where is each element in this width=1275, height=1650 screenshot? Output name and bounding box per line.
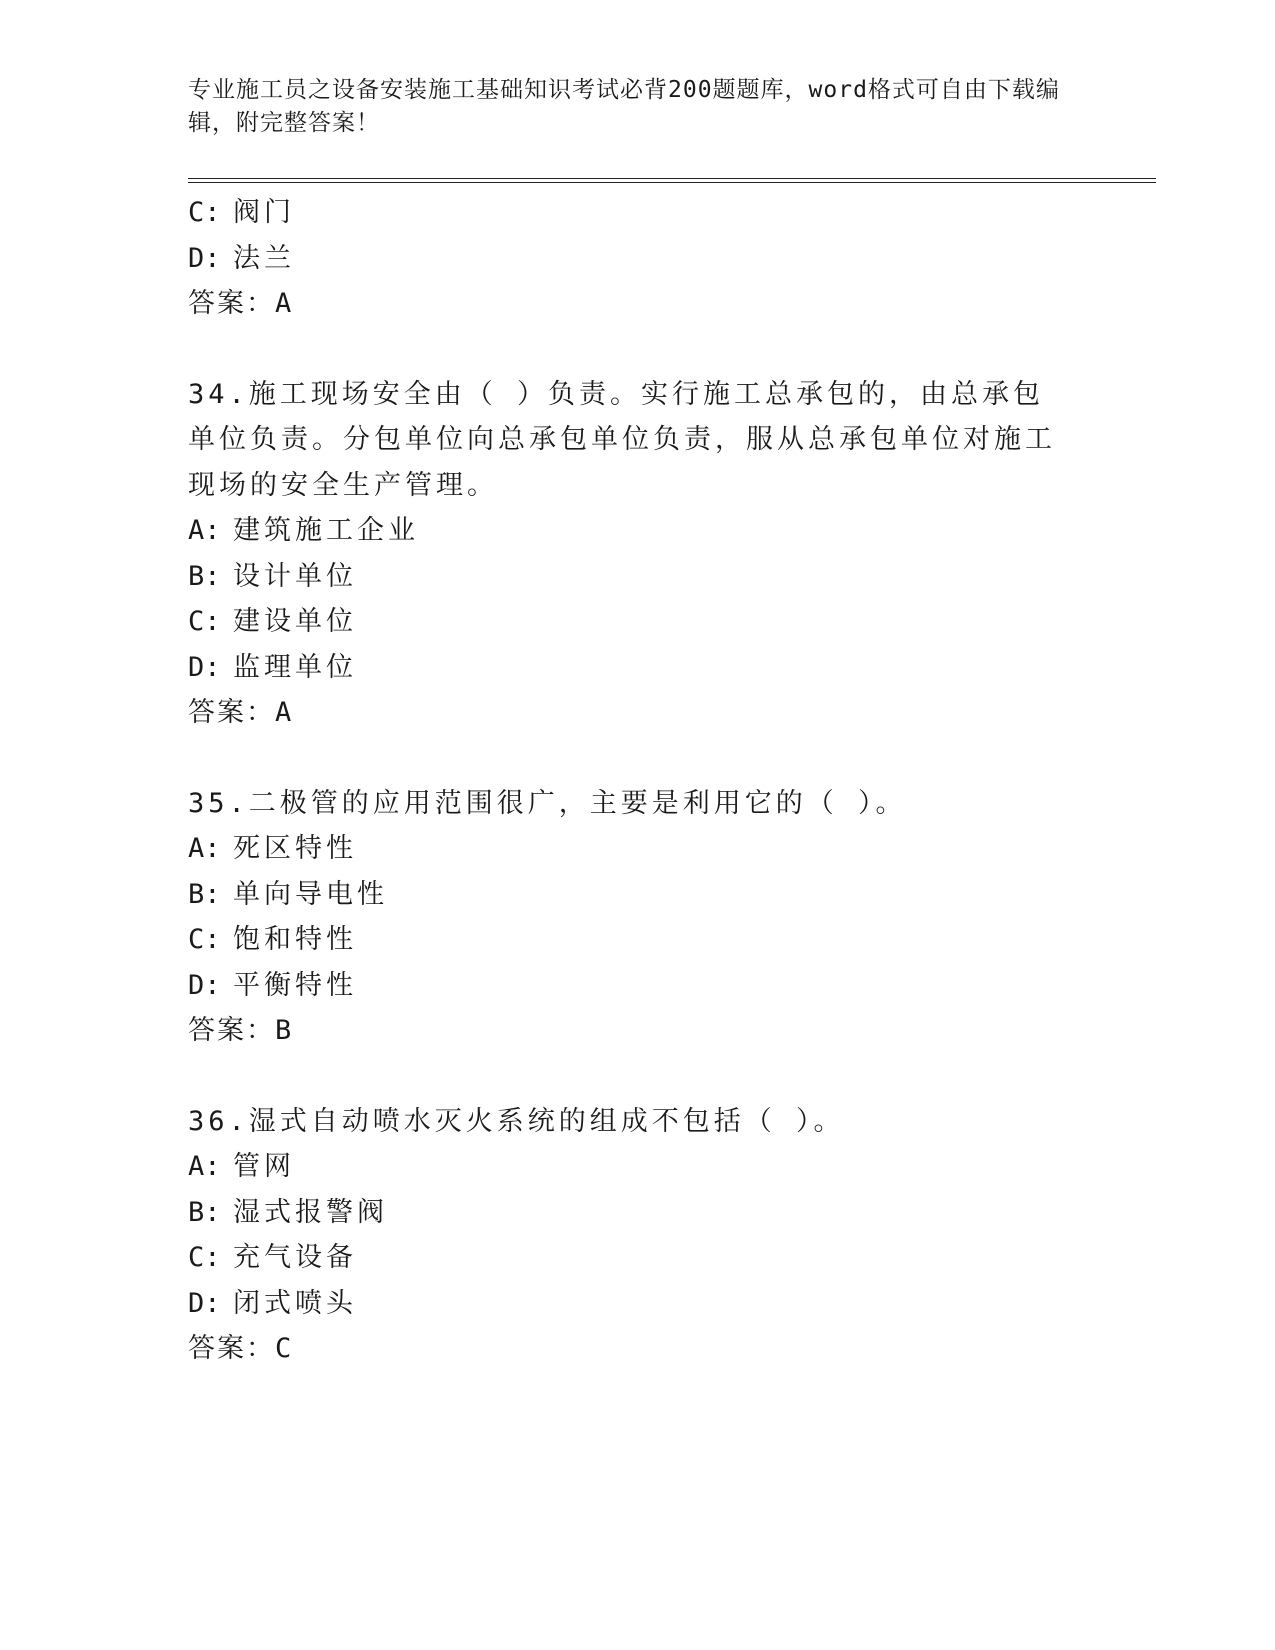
option-text: 建设单位 — [233, 606, 357, 637]
option-a — [188, 826, 1068, 872]
question-stem: 35.二极管的应用范围很广，主要是利用它的（ ）。 — [188, 787, 907, 819]
option-key: C: — [188, 197, 221, 228]
option-c — [188, 190, 1068, 236]
option-text: 单向导电性 — [233, 878, 388, 910]
spacer — [188, 736, 1068, 781]
question-35 — [188, 781, 1068, 1054]
option-key: B: — [188, 1196, 221, 1228]
option-b — [188, 872, 1068, 918]
option-text: 闭式喷头 — [233, 1287, 357, 1319]
option-text: 法兰 — [233, 242, 295, 274]
spacer — [188, 327, 1068, 372]
option-b — [188, 1190, 1068, 1236]
option-d — [188, 1281, 1068, 1327]
option-c — [188, 917, 1068, 963]
answer-line: 答案：A — [188, 697, 294, 728]
question-34 — [188, 372, 1068, 736]
option-text: 建筑施工企业 — [233, 515, 419, 546]
option-key: D: — [188, 651, 221, 683]
option-text: 充气设备 — [233, 1242, 357, 1273]
option-key: A: — [188, 515, 221, 546]
option-c — [188, 1235, 1068, 1281]
option-key: C: — [188, 606, 221, 637]
previous-question-tail — [188, 190, 1068, 327]
answer-line: 答案：C — [188, 1333, 294, 1364]
option-key: A: — [188, 833, 221, 864]
option-d — [188, 963, 1068, 1009]
option-b — [188, 554, 1068, 600]
option-text: 监理单位 — [233, 651, 357, 683]
option-key: C: — [188, 924, 221, 955]
option-key: D: — [188, 969, 221, 1001]
option-text: 设计单位 — [233, 560, 357, 592]
option-key: A: — [188, 1151, 221, 1182]
document-header — [188, 74, 1068, 140]
option-a — [188, 508, 1068, 554]
option-text: 阀门 — [233, 197, 295, 228]
option-text: 管网 — [233, 1151, 295, 1182]
question-36 — [188, 1099, 1068, 1372]
option-c — [188, 599, 1068, 645]
answer-line: 答案：B — [188, 1015, 294, 1046]
spacer — [188, 1054, 1068, 1099]
option-d — [188, 645, 1068, 691]
answer-line: 答案：A — [188, 288, 294, 319]
document-title: 专业施工员之设备安装施工基础知识考试必背200题题库，word格式可自由下载编辑，附完整答案！ — [188, 77, 1060, 136]
option-a — [188, 1144, 1068, 1190]
option-key: B: — [188, 878, 221, 910]
header-double-rule — [188, 178, 1156, 183]
option-key: D: — [188, 1287, 221, 1319]
option-d — [188, 236, 1068, 282]
option-text: 平衡特性 — [233, 969, 357, 1001]
option-key: C: — [188, 1242, 221, 1273]
question-stem: 36.湿式自动喷水灭火系统的组成不包括（ ）。 — [188, 1105, 845, 1137]
option-text: 饱和特性 — [233, 924, 357, 955]
option-key: D: — [188, 242, 221, 274]
question-content — [188, 190, 1068, 1372]
option-text: 死区特性 — [233, 833, 357, 864]
option-key: B: — [188, 560, 221, 592]
question-stem: 34.施工现场安全由（ ）负责。实行施工总承包的，由总承包单位负责。分包单位向总承包单位负责，服从总承包单位对施工现场的安全生产管理。 — [188, 378, 1056, 501]
option-text: 湿式报警阀 — [233, 1196, 388, 1228]
